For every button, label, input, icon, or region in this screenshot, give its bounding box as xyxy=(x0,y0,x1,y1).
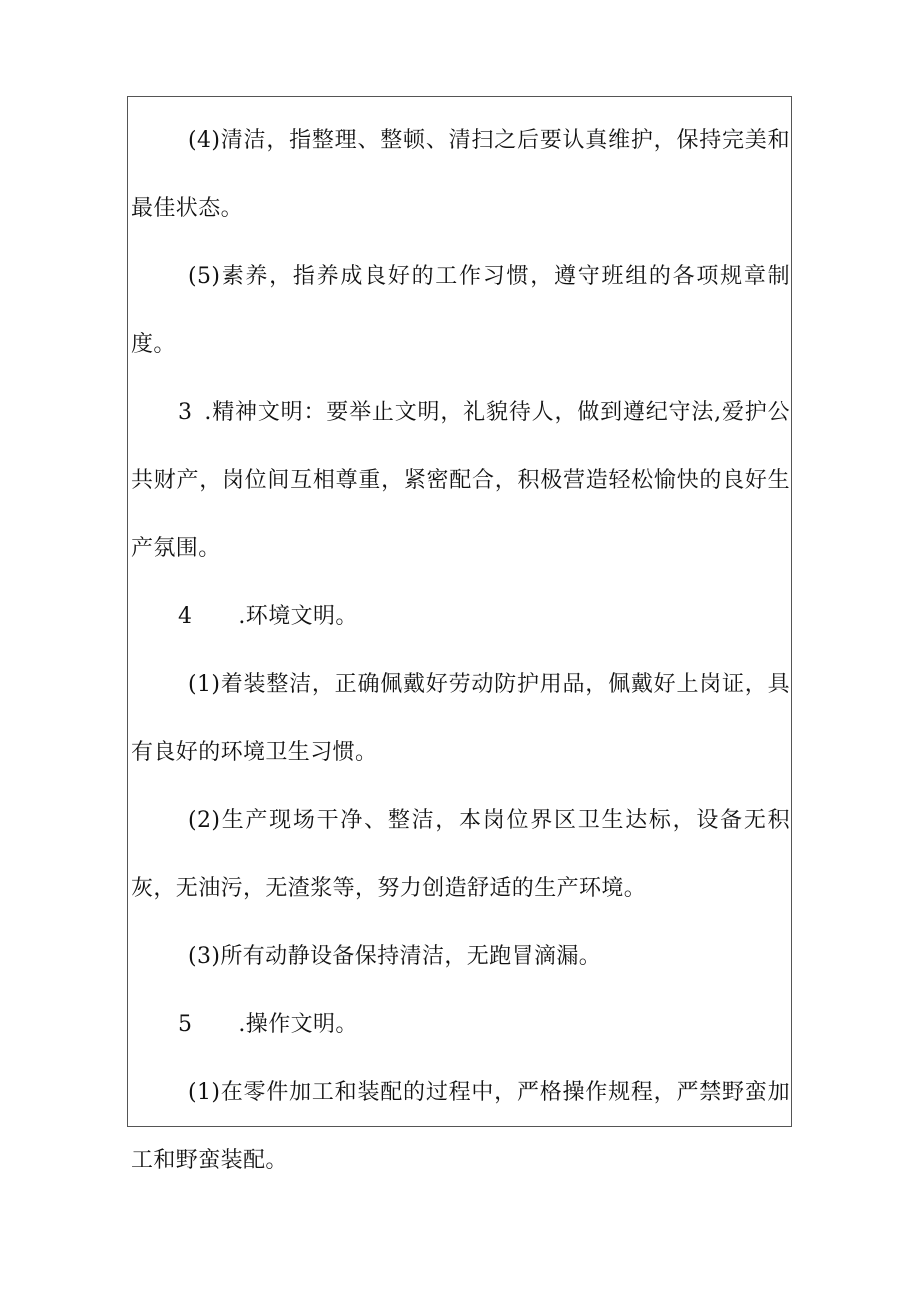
paragraph-text: .环境文明。 xyxy=(238,604,358,629)
paragraph-equipment-clean xyxy=(131,923,790,991)
paragraph-text: (1)在零件加工和装配的过程中，严格操作规程，严禁野蛮加工和野蛮装配。 xyxy=(131,1080,790,1173)
paragraph-text: .精神文明：要举止文明，礼貌待人，做到遵纪守法,爱护公共财产，岗位间互相尊重，紧密配合，积极营造轻松愉快的良好生产氛围。 xyxy=(131,400,790,561)
paragraph-spiritual-civility xyxy=(131,379,790,583)
paragraph-text: (5)素养，指养成良好的工作习惯，遵守班组的各项规章制度。 xyxy=(131,264,790,357)
paragraph-text: .操作文明。 xyxy=(238,1012,358,1037)
paragraph-text: (1)着装整洁，正确佩戴好劳动防护用品，佩戴好上岗证，具有良好的环境卫生习惯。 xyxy=(131,672,790,765)
document-body xyxy=(131,107,790,1195)
section-number: 5 xyxy=(178,1012,193,1037)
paragraph-text: (3)所有动静设备保持清洁，无跑冒滴漏。 xyxy=(188,944,602,969)
paragraph-discipline xyxy=(131,243,790,379)
paragraph-assembly xyxy=(131,1059,790,1195)
section-number: 3 xyxy=(178,400,193,425)
paragraph-cleanliness xyxy=(131,107,790,243)
paragraph-site-clean xyxy=(131,787,790,923)
paragraph-text: (4)清洁，指整理、整顿、清扫之后要认真维护，保持完美和最佳状态。 xyxy=(131,128,790,221)
page-frame xyxy=(127,96,792,1173)
paragraph-environment-civility xyxy=(131,583,790,651)
paragraph-text: (2)生产现场干净、整洁，本岗位界区卫生达标，设备无积灰，无油污，无渣浆等，努力创造舒适的生产环境。 xyxy=(131,808,790,901)
paragraph-operation-civility xyxy=(131,991,790,1059)
paragraph-attire xyxy=(131,651,790,787)
section-number: 4 xyxy=(178,604,193,629)
